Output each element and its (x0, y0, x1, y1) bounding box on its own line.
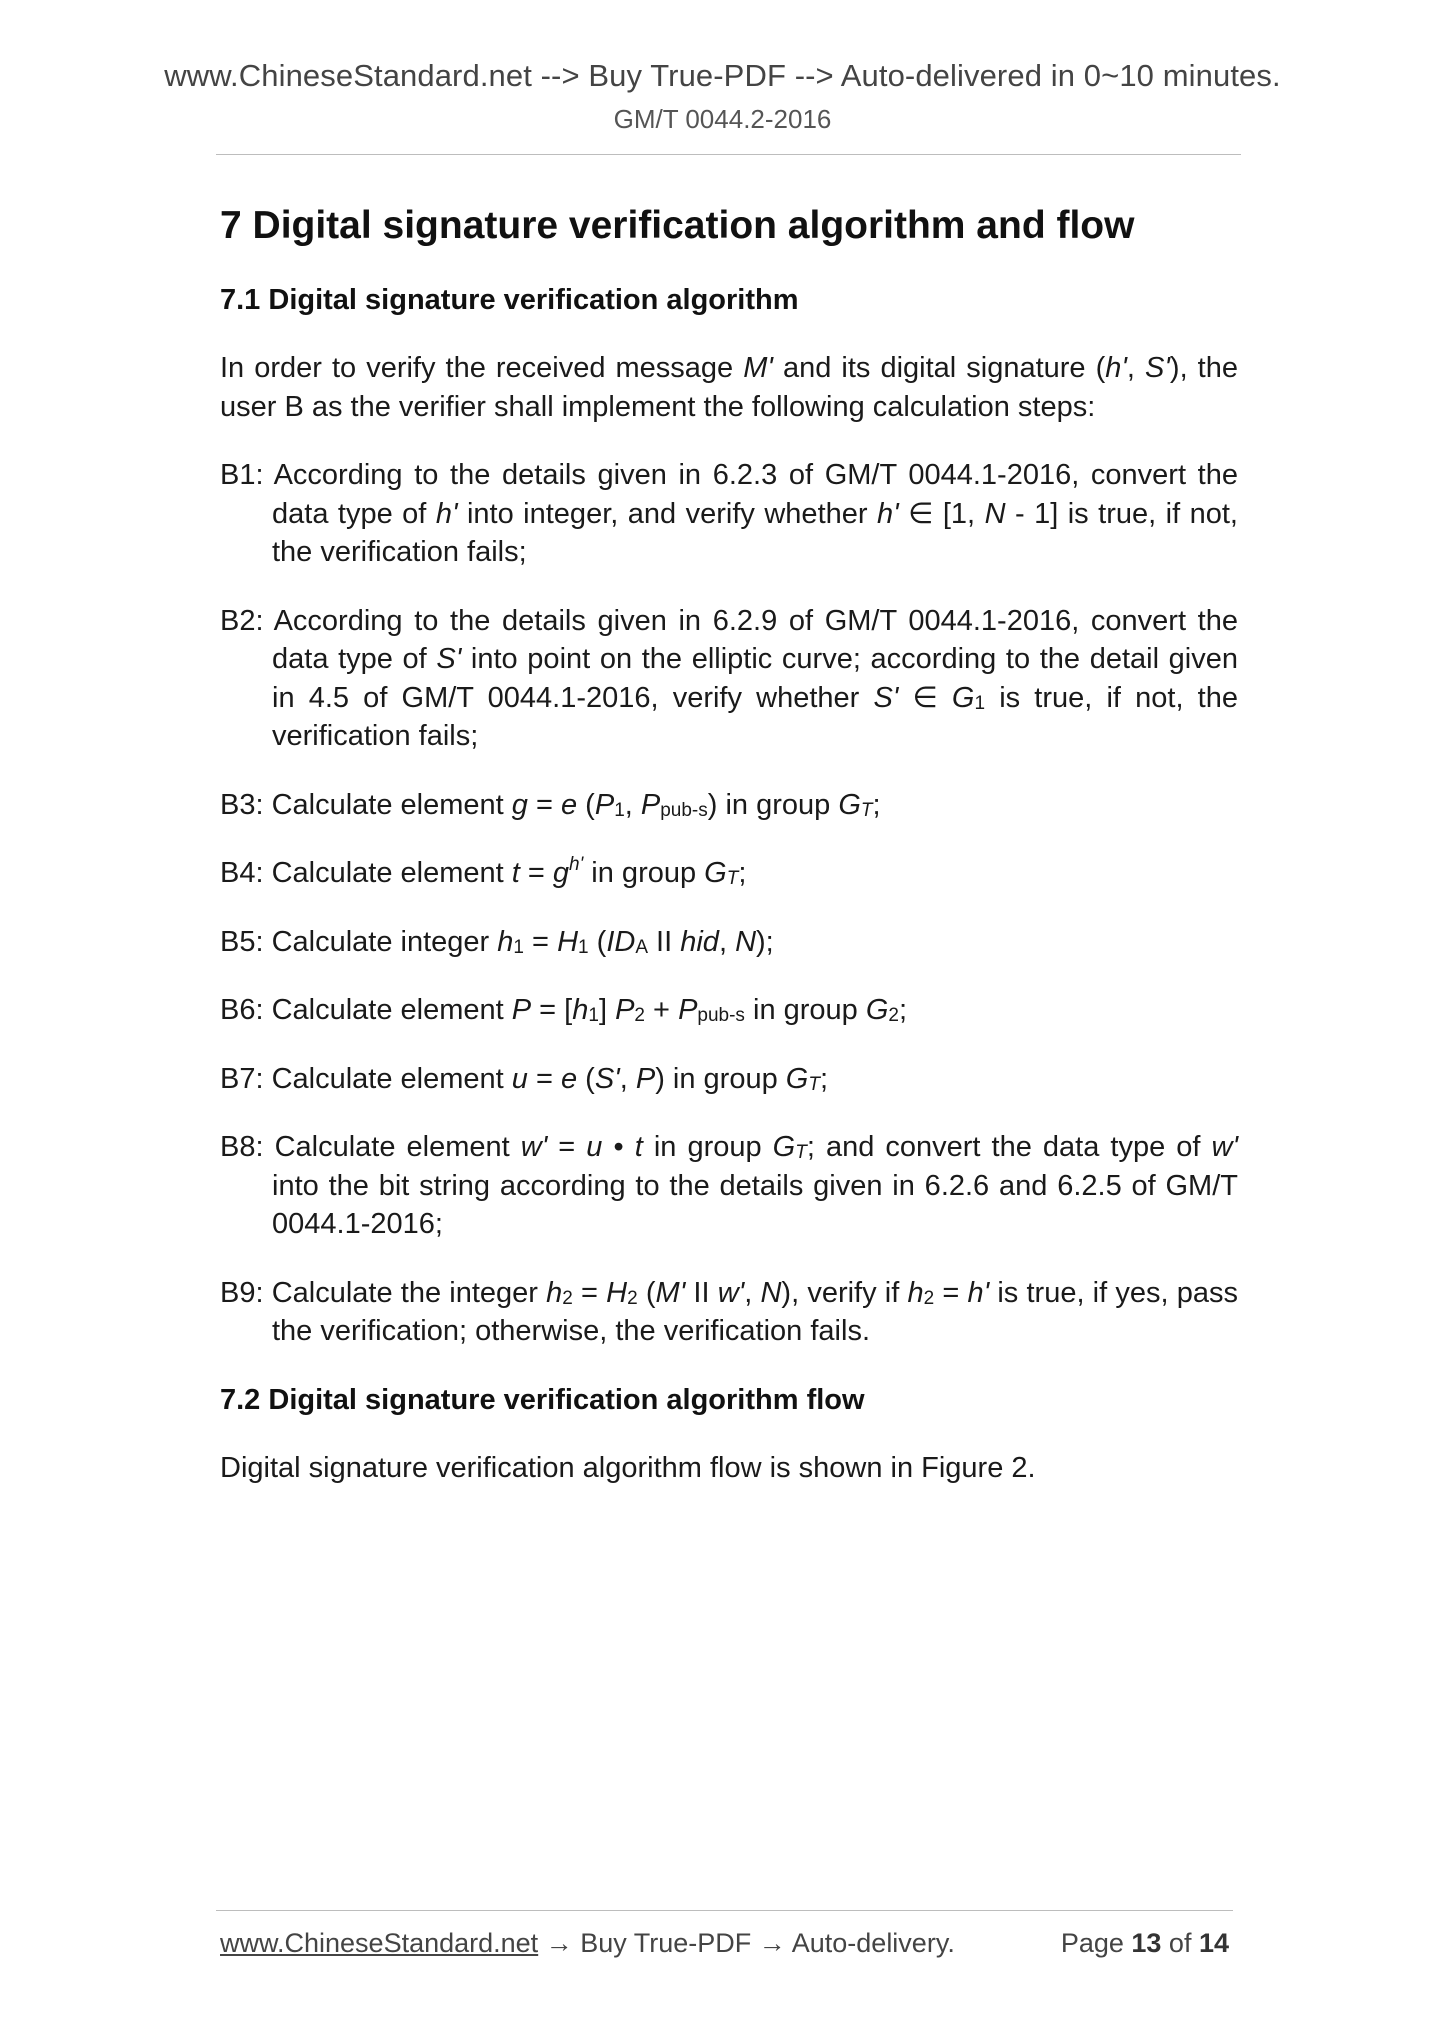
total-pages: 14 (1198, 1928, 1229, 1958)
closing-paragraph: Digital signature verification algorithm flow is shown in Figure 2. (220, 1451, 1036, 1484)
subsection-title-7-1: 7.1 Digital signature verification algorithm (220, 284, 799, 316)
step-b8: B8: Calculate element w' = u • t in group $G_T$; and convert the data type of w' into the bit string according to the details given in 6.2.6 and 6.2.5 of GM/T 0044.1-2016; (220, 1131, 1238, 1240)
step-b9: B9: Calculate the integer $h_2 = H_2$ (M' II w', N), verify if $h_2 = h'$ is true, if yes, pass the verification; otherwise, the verification fails. (220, 1276, 1238, 1347)
step-b4: B4: Calculate element $t = g^{h'}$ in group $G_T$; (220, 854, 747, 889)
section-title: 7 Digital signature verification algorithm and flow (220, 204, 1135, 247)
footer-site-link[interactable]: www.ChineseStandard.net (220, 1928, 539, 1958)
intro-paragraph: In order to verify the received message M' and its digital signature (h', S'), the user B as the verifier shall implement the following calculation steps: (220, 352, 1238, 423)
document-code: GM/T 0044.2-2016 (613, 104, 832, 134)
step-b5: B5: Calculate integer $h_1 = H_1$ ($ID_A$ II hid, N); (220, 925, 774, 958)
step-b6: B6: Calculate element $P = [h_1] P_2 + P_{pub-s}$ in group $G_2$; (220, 994, 908, 1026)
current-page: 13 (1131, 1928, 1162, 1958)
footer-left (220, 1928, 955, 1959)
footer-tagline: → Buy True-PDF → Auto-delivery. (538, 1928, 955, 1958)
footer-divider (216, 1910, 1233, 1911)
subsection-title-7-2: 7.2 Digital signature verification algorithm flow (220, 1383, 865, 1416)
page-number: Page 13 of 14 (1060, 1928, 1229, 1958)
step-b7: B7: Calculate element u = e (S', P) in group $G_T$; (220, 1062, 829, 1095)
step-b2: B2: According to the details given in 6.2.9 of GM/T 0044.1-2016, convert the data type of S' into point on the elliptic curve; according to the detail given in 4.5 of GM/T 0044.1-2016, verify whether S' ∈ $G_1$ is true, if not, the verification fails; (220, 604, 1238, 752)
header-divider (216, 154, 1241, 155)
step-b3: B3: Calculate element g = e ($P_1$, $P_{pub-s}$) in group $G_T$; (220, 788, 881, 821)
step-b1: B1: According to the details given in 6.2.3 of GM/T 0044.1-2016, convert the data type of h' into integer, and verify whether h' ∈ [1, N - 1] is true, if not, the verification fails; (220, 459, 1238, 568)
top-banner: www.ChineseStandard.net --> Buy True-PDF --> Auto-delivered in 0~10 minutes. (164, 58, 1281, 93)
page-content (220, 198, 1238, 1487)
